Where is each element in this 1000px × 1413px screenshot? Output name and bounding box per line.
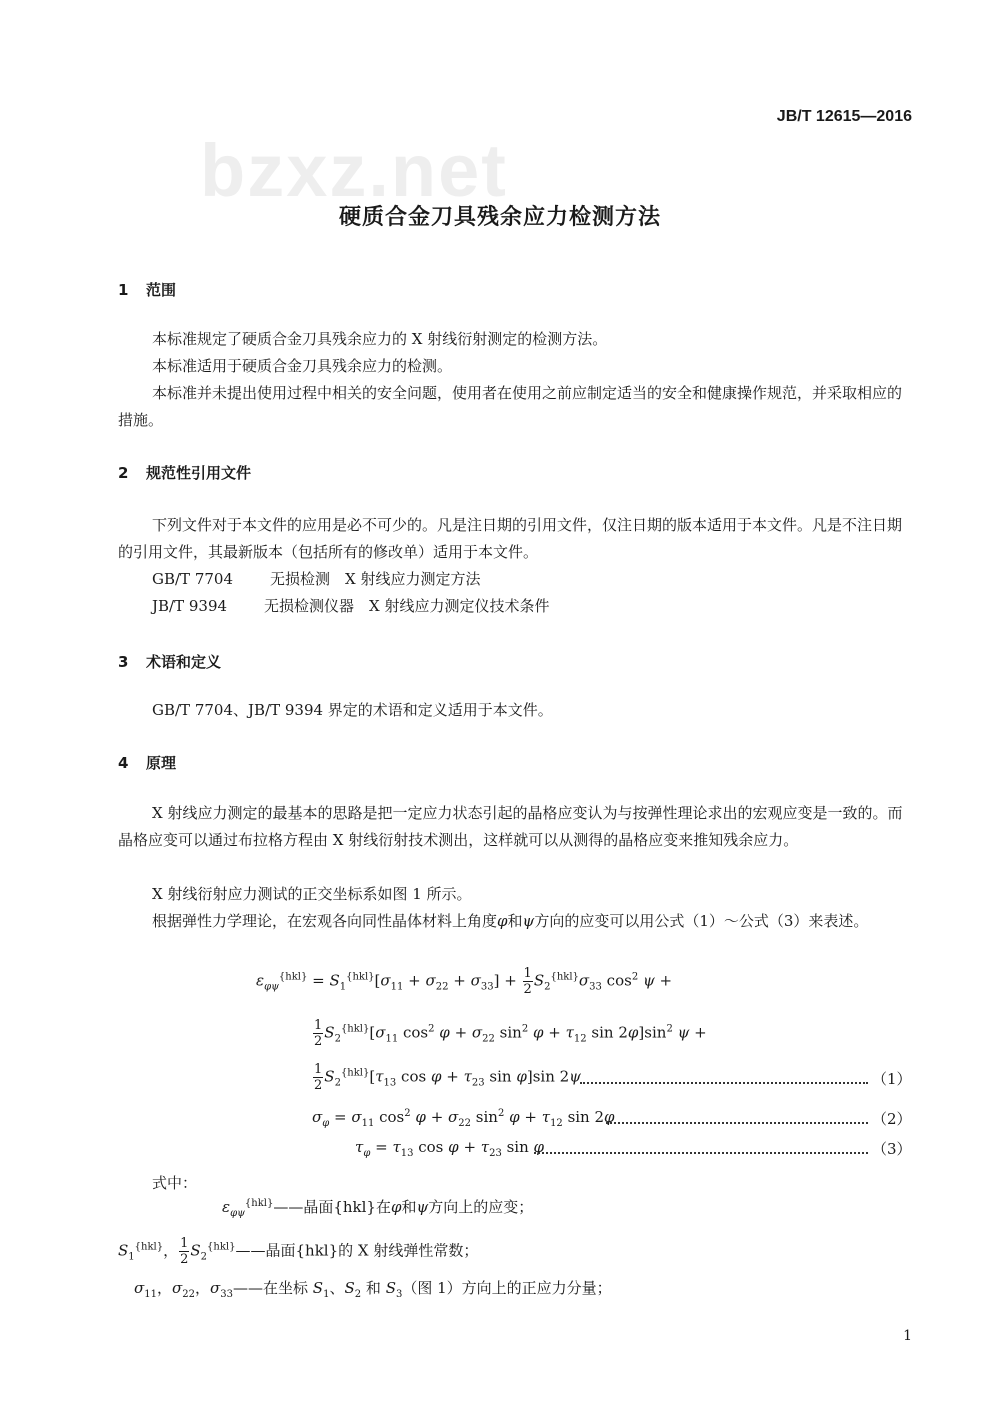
- psi-symbol: ψ: [522, 912, 535, 930]
- definition-text: ——晶面{hkl}在: [273, 1198, 391, 1216]
- definition-text: 和: [401, 1198, 417, 1216]
- section-number: 3: [118, 653, 129, 671]
- phi-symbol: φ: [497, 912, 508, 930]
- equation-2: $\sigma_\varphi = \sigma_{11}$ $\cos^2 \varphi + \sigma_{22}$ $\sin^2 \varphi + \tau_{12}$ sin 2φ: [312, 1108, 615, 1129]
- section-number: 2: [118, 464, 129, 482]
- definition-text: ——在坐标: [232, 1279, 308, 1297]
- document-title: 硬质合金刀具残余应力检测方法: [338, 205, 661, 230]
- reference-code: JB/T 9394: [152, 597, 228, 615]
- equation-number: （1）: [872, 1070, 912, 1088]
- reference-title: 无损检测 X 射线应力测定方法: [270, 570, 481, 588]
- equation-3: $\tau_\varphi = \tau_{13}$ $\cos \varphi + \tau_{23}$ sin φ: [355, 1138, 545, 1159]
- text-run: 和: [507, 912, 523, 930]
- section-1-heading: [118, 279, 176, 300]
- leader-dots: [580, 1082, 868, 1084]
- definition-text: ——晶面{hkl}的 X 射线弹性常数；: [235, 1241, 479, 1260]
- normative-reference: [152, 566, 912, 593]
- paragraph: X 射线应力测定的最基本的思路是把一定应力状态引起的晶格应变认为与按弹性理论求出的宏观应变是一致的。而晶格应变可以通过布拉格方程由 X 射线衍射技术测出，这样就可以从测得的晶格应变来推知残余应力。: [118, 804, 903, 849]
- definition-text: 和: [365, 1279, 381, 1297]
- definition-elastic-constants: $S_1^{\{hkl\}}$， $\frac{1}{2}$ $S_2^{\{hkl\}}——$晶面{hkl}的 X 射线弹性常数；: [118, 1236, 479, 1267]
- paragraph: X 射线衍射应力测试的正交坐标系如图 1 所示。: [152, 885, 472, 903]
- paragraph: 下列文件对于本文件的应用是必不可少的。凡是注日期的引用文件，仅注日期的版本适用于本文件。凡是不注日期的引用文件，其最新版本（包括所有的修改单）适用于本文件。: [118, 516, 903, 561]
- section-number: 4: [118, 754, 129, 772]
- text-run: 方向的应变可以用公式（1）～公式（3）来表述。: [534, 912, 869, 930]
- section-number: 1: [118, 281, 129, 299]
- section-title: 规范性引用文件: [146, 464, 252, 482]
- section-3-heading: [118, 651, 221, 672]
- definition-strain: $\varepsilon_{\varphi\psi}^{\{hkl\}}——$晶面{hkl}在φ和ψ方向上的应变；: [222, 1198, 534, 1219]
- section-2-heading: [118, 462, 251, 483]
- paragraph: 本标准并未提出使用过程中相关的安全问题，使用者在使用之前应制定适当的安全和健康操作规范，并采取相应的措施。: [118, 384, 903, 429]
- section-title: 术语和定义: [146, 653, 222, 671]
- paragraph: GB/T 7704、JB/T 9394 界定的术语和定义适用于本文件。: [152, 701, 553, 719]
- watermark: bzxz.net: [200, 129, 508, 212]
- section-4-heading: [118, 752, 176, 773]
- section-title: 原理: [146, 754, 177, 772]
- normative-reference: [152, 593, 912, 620]
- paragraph: 本标准适用于硬质合金刀具残余应力的检测。: [152, 357, 453, 375]
- standard-number: JB/T 12615—2016: [776, 108, 912, 125]
- reference-title: 无损检测仪器 X 射线应力测定仪技术条件: [264, 597, 550, 615]
- definition-normal-stress: $\sigma_{11}$，$\sigma_{22}$，$\sigma_{33}——$在坐标 $S_1$、$S_2$ 和 $S_3$（图 1）方向上的正应力分量；: [134, 1279, 612, 1300]
- equation-1-line-3: $\frac{1}{2}$ $S_2^{\{hkl\}}[\tau_{13}$ $\cos \varphi + \tau_{23}$ sin φ]sin 2ψ: [314, 1062, 581, 1093]
- paragraph: [118, 908, 913, 935]
- definition-text: （图 1）方向上的正应力分量；: [402, 1279, 612, 1297]
- definition-text: 方向上的应变；: [428, 1198, 534, 1216]
- definition-text: 、: [329, 1279, 345, 1297]
- psi-symbol: ψ: [416, 1198, 429, 1216]
- equation-number: （3）: [872, 1140, 912, 1158]
- phi-symbol: φ: [390, 1198, 402, 1216]
- section-title: 范围: [146, 281, 177, 299]
- equation-1-line-2: $\frac{1}{2}$ $S_2^{\{hkl\}}[\sigma_{11}$ $\cos^2 \varphi + \sigma_{22}$ $\sin^2 \varphi + \tau_{12}$ $\sin 2\varphi]\sin^2$ ψ +: [314, 1018, 707, 1049]
- page-number: 1: [903, 1328, 912, 1344]
- paragraph: 本标准规定了硬质合金刀具残余应力的 X 射线衍射测定的检测方法。: [152, 330, 608, 348]
- equation-1-line-1: $\varepsilon_{\varphi\psi}^{\{hkl\}} = S_1^{\{hkl\}}[\sigma_{11} + \sigma_{22} + \sigma_{33}]$ + $\frac{1}{2}$ $S_2^{\{hkl\}}\sigma_{33}$ $\cos^2 \psi$ +: [256, 966, 673, 997]
- reference-code: GB/T 7704: [152, 570, 234, 588]
- leader-dots: [606, 1122, 868, 1124]
- equation-number: （2）: [872, 1110, 912, 1128]
- where-label: 式中：: [152, 1174, 198, 1192]
- text-run: 根据弹性力学理论，在宏观各向同性晶体材料上角度: [152, 912, 498, 930]
- leader-dots: [534, 1152, 868, 1154]
